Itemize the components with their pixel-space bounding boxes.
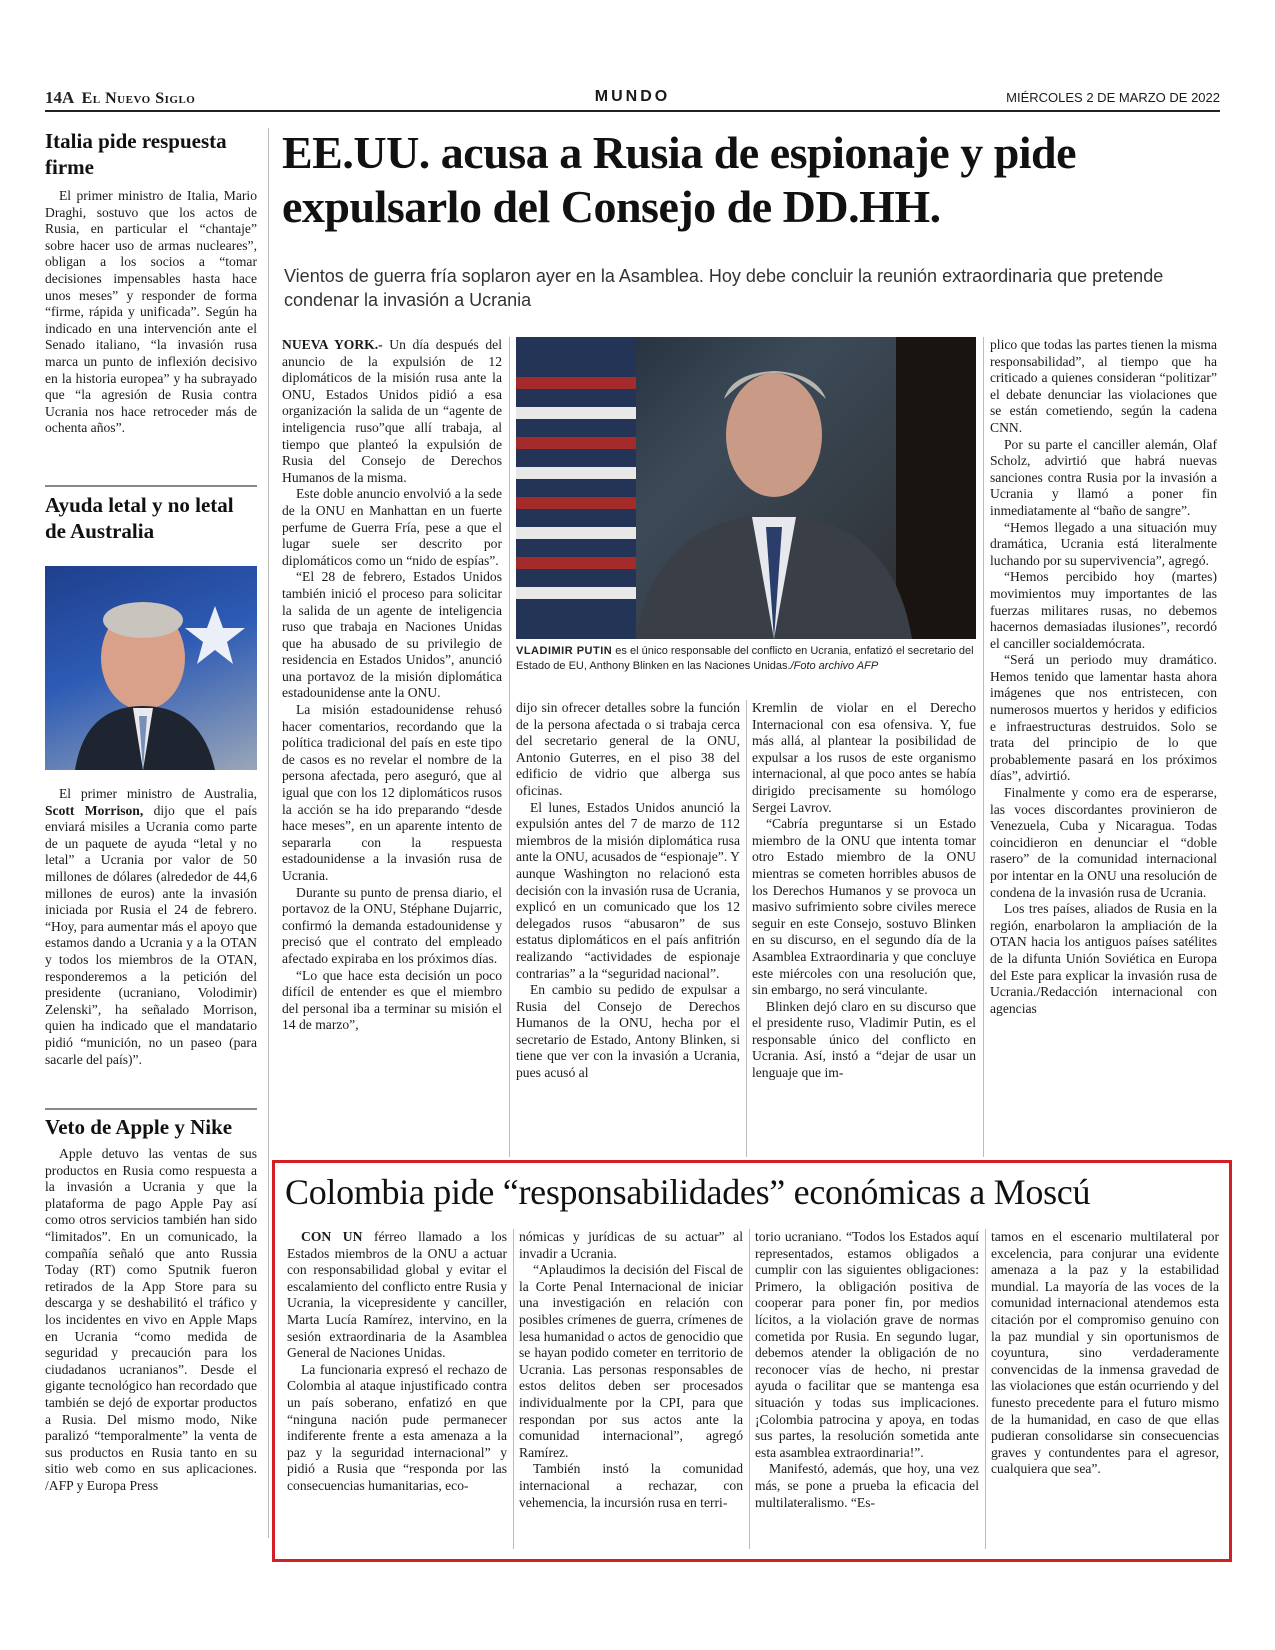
colombia-headline: Colombia pide “responsabilidades” económicas a Moscú [285, 1172, 1091, 1212]
main-para: Durante su punto de prensa diario, el portavoz de la ONU, Stéphane Dujarric, confirmó la demanda estadounidense y precisó que el contrato del empleado afectado expiraba en los próximos días. [282, 884, 502, 966]
box-lead: CON UN [301, 1229, 363, 1244]
sidebar-divider [45, 485, 257, 487]
section-name: MUNDO [594, 88, 671, 105]
box-para: nómicas y jurídicas de su actuar” al invadir a Ucrania. [519, 1229, 743, 1261]
main-col-4 [990, 337, 1217, 1017]
main-col-2 [516, 700, 740, 1082]
box-para: torio ucraniano. “Todos los Estados aquí representados, estamos obligados a cumplir con las siguientes obligaciones: Primero, la obligación positiva de cooperar para poner fin, por medios lícitos, a la violación grave de normas cometida por Rusia. En segundo lugar, debemos atender la obligación de no reconocer vías de hecho, ni prestar ayuda o facilitar que se mantenga esa situación y todas sus implicaciones. ¡Colombia patrocina y apoya, en todas sus partes, la resolución sometida ante esta asamblea extraordinaria!”. [755, 1229, 979, 1460]
sidebar-divider [45, 1108, 257, 1110]
main-para: “Hemos percibido hoy (martes) movimientos muy importantes de las fuerzas militares rusas, no debemos hacernos demasiadas ilusiones”, recordó el canciller socialdemócrata. [990, 569, 1217, 651]
box-col-4 [991, 1229, 1219, 1478]
sidebar-australia [45, 786, 257, 1068]
main-headline: EE.UU. acusa a Rusia de espionaje y pide expulsarlo del Consejo de DD.HH. [282, 127, 1077, 232]
caption-lead: VLADIMIR PUTIN [516, 645, 613, 657]
main-para: Este doble anuncio envolvió a la sede de la ONU en Manhattan en un fuerte perfume de Guerra Fría, pese a que el lugar suele ser descrito por diplomáticos como un “nido de espías”. [282, 486, 502, 568]
sidebar-apple-body: Apple detuvo las ventas de sus productos en Rusia como respuesta a la invasión a Ucrania y que la plataforma de pago Apple Pay así como otros servicios también han sido “limitados”. En un comunicado, la compañía señaló que anto Russia Today (RT) como Sputnik fueron retirados de la App Store para su descarga y se deshabilitó el tráfico y los incidentes en vivo en Apple Maps en Ucrania “como medida de seguridad y precaución para los ciudadanos ucranianos”. Desde el gigante tecnológico han recordado que también se dejó de exportar productos a Rusia. Del mismo modo, Nike paralizó “temporalmente” la venta de sus productos en Rusia tanto en su sitio web como en sus aplicaciones. /AFP y Europa Press [45, 1146, 257, 1493]
sidebar-australia-title: Ayuda letal y no letal de Australia [45, 493, 234, 543]
masthead [45, 88, 1220, 112]
box-col-2 [519, 1229, 743, 1511]
main-deck: Vientos de guerra fría soplaron ayer en la Asamblea. Hoy debe concluir la reunión extraordinaria que pretende condenar la invasión a Ucrania [284, 266, 1164, 310]
main-para: “Hemos llegado a una situación muy dramática, Ucrania está literalmente luchando por su supervivencia”, agregó. [990, 519, 1217, 568]
person-silhouette-icon [45, 566, 257, 770]
box-para: La funcionaria expresó el rechazo de Colombia al ataque injustificado contra un país soberano, enfatizó en que “ninguna nación pude permanecer indiferente frente a esta amenaza a la paz y la seguridad internacional” y pidió a Rusia que “responda por las consecuencias humanitarias, eco- [287, 1361, 507, 1493]
column-divider [513, 1229, 514, 1549]
box-para: CON UN férreo llamado a los Estados miembros de la ONU a actuar con responsabilidad global y evitar el escalamiento del conflicto entre Rusia y Ucrania, la vicepresidente y canciller, Marta Lucía Ramírez, intervino, en la sesión extraordinaria de la Asamblea General de Naciones Unidas. [287, 1229, 507, 1361]
sidebar-italia-body: El primer ministro de Italia, Mario Draghi, sostuvo que los actos de Rusia, en particular el “chantaje” sobre hacer uso de armas nucleares”, obligan a los socios a “tomar decisiones impensables hasta hace unos meses” y responder de forma “firme, rápida y unificada”. Según ha indicado en una intervención ante el Senado italiano, “la invasión rusa marca un punto de inflexión decisivo en la historia europea” y ha subrayado que “la agresión de Rusia contra Ucrania nos hace retroceder más de ochenta años”. [45, 188, 257, 436]
main-para: NUEVA YORK.- Un día después del anuncio de la expulsión de 12 diplomáticos de la misión rusa ante la ONU, Estados Unidos pidió a esa organización la salida de un “agente de inteligencia ruso”que allí trabaja, al tiempo que planteó la expulsión de Rusia del Consejo de Derechos Humanos de la misma. [282, 337, 502, 485]
sidebar-australia-title-block [45, 492, 257, 544]
main-para: Blinken dejó claro en su discurso que el presidente ruso, Vladimir Putin, es el responsable único del conflicto en Ucrania. Así, instó a “dejar de usar un lenguaje que im- [752, 998, 976, 1081]
main-col-3 [752, 700, 976, 1082]
main-para: La misión estadounidense rehusó hacer comentarios, recordando que la política tradicional del país en este tipo de casos es no revelar el nombre de la persona afectada, pero aseguró, que al igual que con los 12 diplomáticos rusos la acción se ha ido preparando “desde hace meses”, en un aparente intento de separarla con la respuesta estadounidense a la invasión rusa de Ucrania. [282, 702, 502, 883]
column-divider [983, 337, 984, 1157]
blinken-photo [516, 337, 976, 639]
main-para: “Lo que hace esta decisión un poco difícil de entender es que el miembro del personal iba a terminar su misión el 14 de marzo”, [282, 967, 502, 1033]
sidebar-apple [45, 1114, 257, 1494]
box-para: tamos en el escenario multilateral por excelencia, para conjurar una evidente amenaza a la paz y la estabilidad mundial. La mayoría de las voces de la comunidad internacional atendemos esta citación por el compromiso genuino con la paz mundial y sin oportunismos de coyuntura, sino verdaderamente convencidas de la inmensa gravedad de las violaciones que están ocurriendo y del funesto precedente para el futuro mismo de la humanidad, en caso de que ellas pudieran consolidarse sin consecuencias graves y contundentes para el agresor, cualquiera que sea”. [991, 1229, 1219, 1477]
person-at-podium-icon [516, 337, 976, 639]
main-para: Por su parte el canciller alemán, Olaf Scholz, advirtió que habrá nuevas sanciones contra Rusia por la invasión a Ucrania y llamó a poner fin inmediatamente al “baño de sangre”. [990, 436, 1217, 518]
paper-name: El Nuevo Siglo [81, 90, 196, 107]
photo-caption: VLADIMIR PUTIN es el único responsable del conflicto en Ucrania, enfatizó el secretario del Estado de EU, Anthony Blinken en las Naciones Unidas./Foto archivo AFP [516, 645, 974, 672]
colombia-box [272, 1160, 1232, 1562]
main-para: El lunes, Estados Unidos anunció la expulsión antes del 7 de marzo de 112 miembros de la misión diplomática rusa ante la ONU, acusados de “espionaje”. Y aunque Washington no relacionó esta decisión con la invasión rusa de Ucrania, explicó en un comunicado que los 12 delegados rusos “abusaron” de sus estatus diplomáticos en el país anfitrión realizando “actividades de espionaje contrarias” a la “seguridad nacional”. [516, 799, 740, 981]
main-para: Finalmente y como era de esperarse, las voces discordantes provinieron de Venezuela, Cuba y Nicaragua. Todas coincidieron en denunciar el “doble rasero” de la comunidad internacional por intentar en la ONU una resolución de condena de la invasión rusa de Ucrania. [990, 785, 1217, 900]
sidebar-australia-body: El primer ministro de Australia, Scott Morrison, dijo que el país enviará misiles a Ucrania como parte de un paquete de ayuda “letal y no letal” a Ucrania por valor de 50 millones de dólares (alrededor de 44,6 millones de euros) ante la invasión iniciada por Rusia el 24 de febrero. “Hoy, para aumentar más el apoyo que estamos dando a Ucrania y a la OTAN y todos los miembros de la OTAN, responderemos a la petición del presidente (ucraniano, Volodimir) Zelenski”, ha señalado Morrison, quien ha indicado que el mandatario pidió “munición, no un paseo (para sacarle del país)”. [45, 786, 257, 1067]
main-col-1 [282, 337, 502, 1034]
column-divider [746, 700, 747, 1157]
box-para: “Aplaudimos la decisión del Fiscal de la Corte Penal Internacional de iniciar una investigación en relación con posibles crímenes de guerra, crímenes de lesa humanidad o actos de genocidio que se hayan podido cometer en territorio de Ucrania. Las personas responsables de estos delitos deben ser procesados individualmente por la CPI, para que respondan por sus actos ante la comunidad internacional”, agregó Ramírez. [519, 1262, 743, 1460]
main-para: Kremlin de violar en el Derecho Internacional con esa ofensiva. Y, fue más allá, al plantear la posibilidad de expulsar a los rusos de este organismo internacional, al que poco antes se había dirigido precisamente su homólogo Sergei Lavrov. [752, 700, 976, 815]
column-divider [268, 128, 269, 1538]
main-para: Los tres países, aliados de Rusia en la región, enarbolaron la ampliación de la OTAN hacia los antiguos países satélites de la difunta Unión Soviética en Europa del Este para explicar la invasión rusa de Ucrania./Redacción internacional con agencias [990, 901, 1217, 1016]
main-para: “El 28 de febrero, Estados Unidos también inició el proceso para solicitar la salida de un agente de inteligencia ruso que trabaja en Naciones Unidas que ha abusado de su privilegio de residencia en Estados Unidos”, anunció una portavoz de la misión diplomática estadounidense ante la ONU. [282, 569, 502, 701]
box-para: También instó la comunidad internacional a rechazar, con vehemencia, la incursión rusa en terri- [519, 1461, 743, 1510]
page-number: 14A [45, 88, 74, 107]
sidebar-apple-title: Veto de Apple y Nike [45, 1115, 233, 1139]
main-para: dijo sin ofrecer detalles sobre la función de la persona afectada o si trabaja cerca del secretario general de la ONU, Antonio Guterres, en el piso 38 del edificio de vidrio que alberga sus oficinas. [516, 700, 740, 798]
box-para: Manifestó, además, que hoy, una vez más, se pone a prueba la eficacia del multilateralismo. “Es- [755, 1461, 979, 1510]
box-col-1 [287, 1229, 507, 1495]
photo-credit: /Foto archivo AFP [790, 660, 879, 672]
main-para: En cambio su pedido de expulsar a Rusia del Consejo de Derechos Humanos de la ONU, hecha por el secretario de Estado, Antony Blinken, si tiene que ver con la invasión a Ucrania, pues acusó al [516, 982, 740, 1081]
main-para: plico que todas las partes tienen la misma responsabilidad”, al tiempo que ha criticado a quienes consideran “politizar” el debate denunciar las violaciones que se están cometiendo, según la cadena CNN. [990, 337, 1217, 435]
sidebar-italia-title: Italia pide respuesta firme [45, 129, 227, 179]
column-divider [985, 1229, 986, 1549]
morrison-photo [45, 566, 257, 770]
main-para: “Cabría preguntarse si un Estado miembro de la ONU que intenta tomar otro Estado miembro de la ONU mientras se cometen horribles abusos de los Derechos Humanos y se provoca un masivo sufrimiento sobre civiles merece seguir en este Consejo, sostuvo Blinken en su discurso, en el segundo día de la Asamblea Extraordinaria y que concluye este miércoles con una resolución que, sin embargo, no será vinculante. [752, 816, 976, 998]
box-col-3 [755, 1229, 979, 1511]
column-divider [749, 1229, 750, 1549]
issue-date: MIÉRCOLES 2 DE MARZO DE 2022 [1006, 90, 1220, 105]
main-para: “Será un periodo muy dramático. Hemos tenido que lamentar hasta ahora imágenes que nos entristecen, con numerosos muertos y heridos y edificios e infraestructuras destruidos. Solo se trata del principio de lo que probablemente pasará en los próximos días”, advirtió. [990, 652, 1217, 784]
sidebar-italia [45, 128, 257, 437]
column-divider [509, 337, 510, 1157]
dateline: NUEVA YORK.- [282, 337, 383, 352]
